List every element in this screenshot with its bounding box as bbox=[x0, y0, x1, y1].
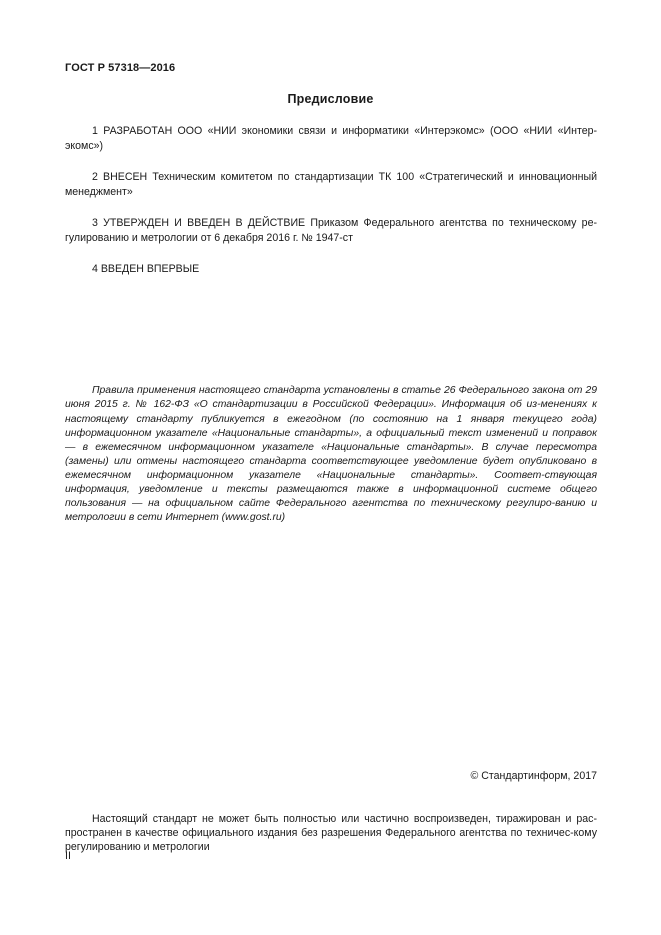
application-rules-notice: Правила применения настоящего стандарта установлены в статье 26 Федерального закона от 29 июня 2015 г. № 162-ФЗ «О стандартизации в Российской Федерации». Информация об из-менениях к настоящему стандарту публикуется в ежегодном (по состоянию на 1 января текущего года) информационном указателе «Национальные стандарты», а официальный текст изменений и поправок — в ежемесячном информационном указателе «Национальные стандарты». В случае пересмотра (замены) или отмены настоящего стандарта соответствующее уведомление будет опубликовано в ежемесячном информационном указателе «Национальные стандарты». Соответ-ствующая информация, уведомление и тексты размещаются также в информационной системе общего пользования — на официальном сайте Федерального агентства по техническому регулиро-ванию и метрологии в сети Интернет (www.gost.ru) bbox=[65, 385, 597, 524]
preface-title: Предисловие bbox=[287, 92, 374, 106]
document-code: ГОСТ Р 57318—2016 bbox=[65, 62, 176, 74]
preface-item-3: 3 УТВЕРЖДЕН И ВВЕДЕН В ДЕЙСТВИЕ Приказом Федерального агентства по техническому ре-гулированию и метрологии от 6 декабря 2016 г. № 1947-ст bbox=[65, 217, 597, 244]
preface-item-4: 4 ВВЕДЕН ВПЕРВЫЕ bbox=[92, 263, 200, 275]
preface-items bbox=[65, 124, 597, 293]
reproduction-notice: Настоящий стандарт не может быть полностью или частично воспроизведен, тиражирован и рас-пространен в качестве официального издания без разрешения Федерального агентства по техничес-кому регулированию и метрологии bbox=[65, 812, 597, 853]
page-number: II bbox=[65, 850, 71, 862]
copyright-line: © Стандартинформ, 2017 bbox=[470, 770, 597, 782]
preface-item-2: 2 ВНЕСЕН Техническим комитетом по стандартизации ТК 100 «Стратегический и инновационный менеджмент» bbox=[65, 171, 597, 198]
preface-item-1: 1 РАЗРАБОТАН ООО «НИИ экономики связи и информатики «Интерэкомс» (ООО «НИИ «Интер-экомс») bbox=[65, 125, 597, 152]
